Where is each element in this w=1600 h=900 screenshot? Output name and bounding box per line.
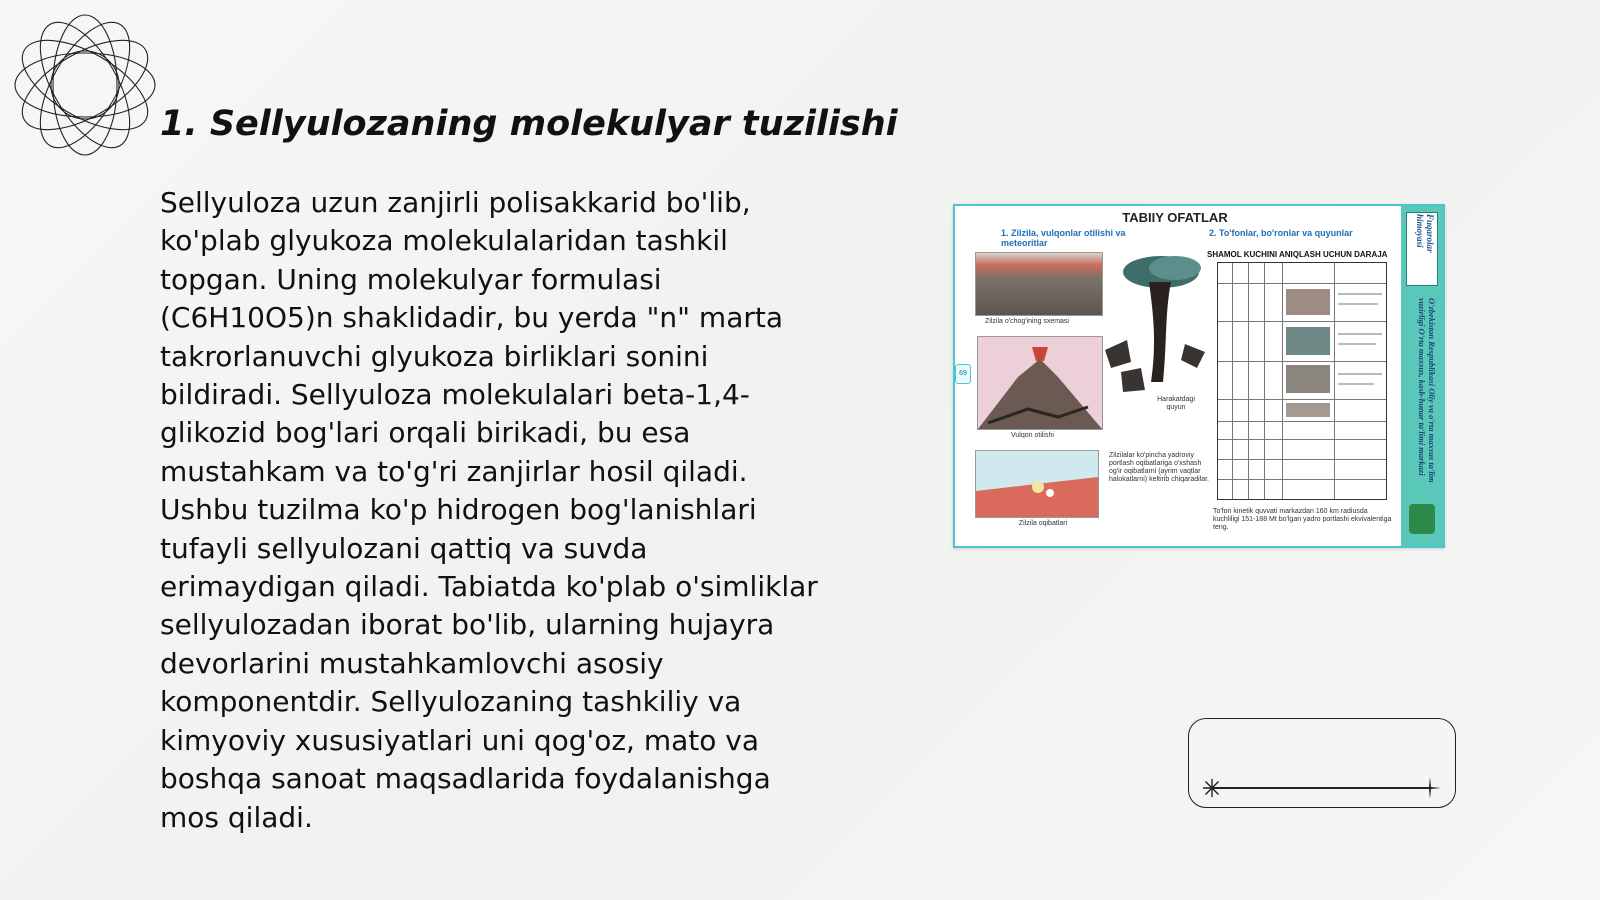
orbit-rings-icon bbox=[10, 10, 160, 160]
poster-title: TABIIY OFATLAR bbox=[1122, 210, 1228, 225]
disaster-poster-image bbox=[953, 204, 1445, 548]
cross-sparkle-icon bbox=[1419, 777, 1441, 799]
decorative-rounded-box bbox=[1188, 718, 1456, 808]
wind-scale-table bbox=[1207, 250, 1388, 500]
poster-page-number: 69 bbox=[955, 364, 971, 384]
poster-side-text: O'zbekiston Respublikasi Oliy va o'rta maxsus ta'lim vazirligi O'rta maxsus, kasb-hunar ta'limi markazi bbox=[1417, 298, 1437, 483]
body-paragraph: Sellyuloza uzun zanjirli polisakkarid bo'lib, ko'plab glyukoza molekulalaridan tashkil topgan. Uning molekulyar formulasi (C6H10O5)n shaklidadir, bu yerda "n" marta takrorlanuvchi glyukoza birliklari sonini bildiradi. Sellyuloza molekulalari beta-1,4-glikozid bog'lari orqali birikadi, bu esa mustahkam va to'g'ri zanjirlar hosil qiladi. Ushbu tuzilma ko'p hidrogen bog'lanishlari tufayli sellyulozani qattiq va suvda erimaydigan qiladi. Tabiatda ko'plab o'simliklar sellyulozadan iborat bo'lib, ularning hujayra devorlarini mustahkamlovchi asosiy komponentdir. Sellyulozaning tashkiliy va kimyoviy xususiyatlari uni qog'oz, mato va boshqa sanoat maqsadlarida foydalanishga mos qiladi. bbox=[160, 186, 818, 834]
caption-storm-note: To'fon kinetik quvvati markazdan 160 km radiusda kuchliligi 151-188 Mt bo'lgan yadro portlashi ekvivalentiga teng. bbox=[1213, 508, 1392, 531]
poster-side-strip bbox=[1401, 206, 1443, 546]
caption-earthquake-effects: Zilzila oqibatlari bbox=[1018, 520, 1068, 527]
earthquake-effects-illustration bbox=[975, 450, 1099, 518]
slide-title: 1. Sellyulozaning molekulyar tuzilishi bbox=[160, 104, 898, 144]
poster-subtitle-right: 2. To'fonlar, bo'ronlar va quyunlar bbox=[1209, 228, 1353, 238]
caption-tornado: Harakatdagi quyun bbox=[1157, 396, 1195, 411]
tornado-illustration bbox=[1101, 252, 1213, 402]
table-heading: SHAMOL KUCHINI ANIQLASH UCHUN DARAJA bbox=[1207, 250, 1388, 259]
poster-subtitle-left: 1. Zilzila, vulqonlar otilishi va meteoritlar bbox=[1001, 228, 1126, 248]
caption-volcano: Vulqon otilishi bbox=[1011, 432, 1054, 439]
volcano-illustration bbox=[977, 336, 1103, 430]
decorative-line bbox=[1211, 787, 1429, 789]
caption-earthquake-note: Zilzilalar ko'pincha yadroviy portlash oqibatlariga o'xshash og'ir oqibatlarni (ayrim vaqtlar halokatlarni) keltirib chiqaradilar. bbox=[1109, 452, 1209, 483]
poster-side-label: Fuqarolar himoyasi bbox=[1415, 214, 1435, 253]
emblem-icon bbox=[1409, 504, 1435, 534]
caption-earthquake-focus: Zilzila o'chog'ining sxemasi bbox=[985, 318, 1069, 325]
earthquake-focus-illustration bbox=[975, 252, 1103, 316]
